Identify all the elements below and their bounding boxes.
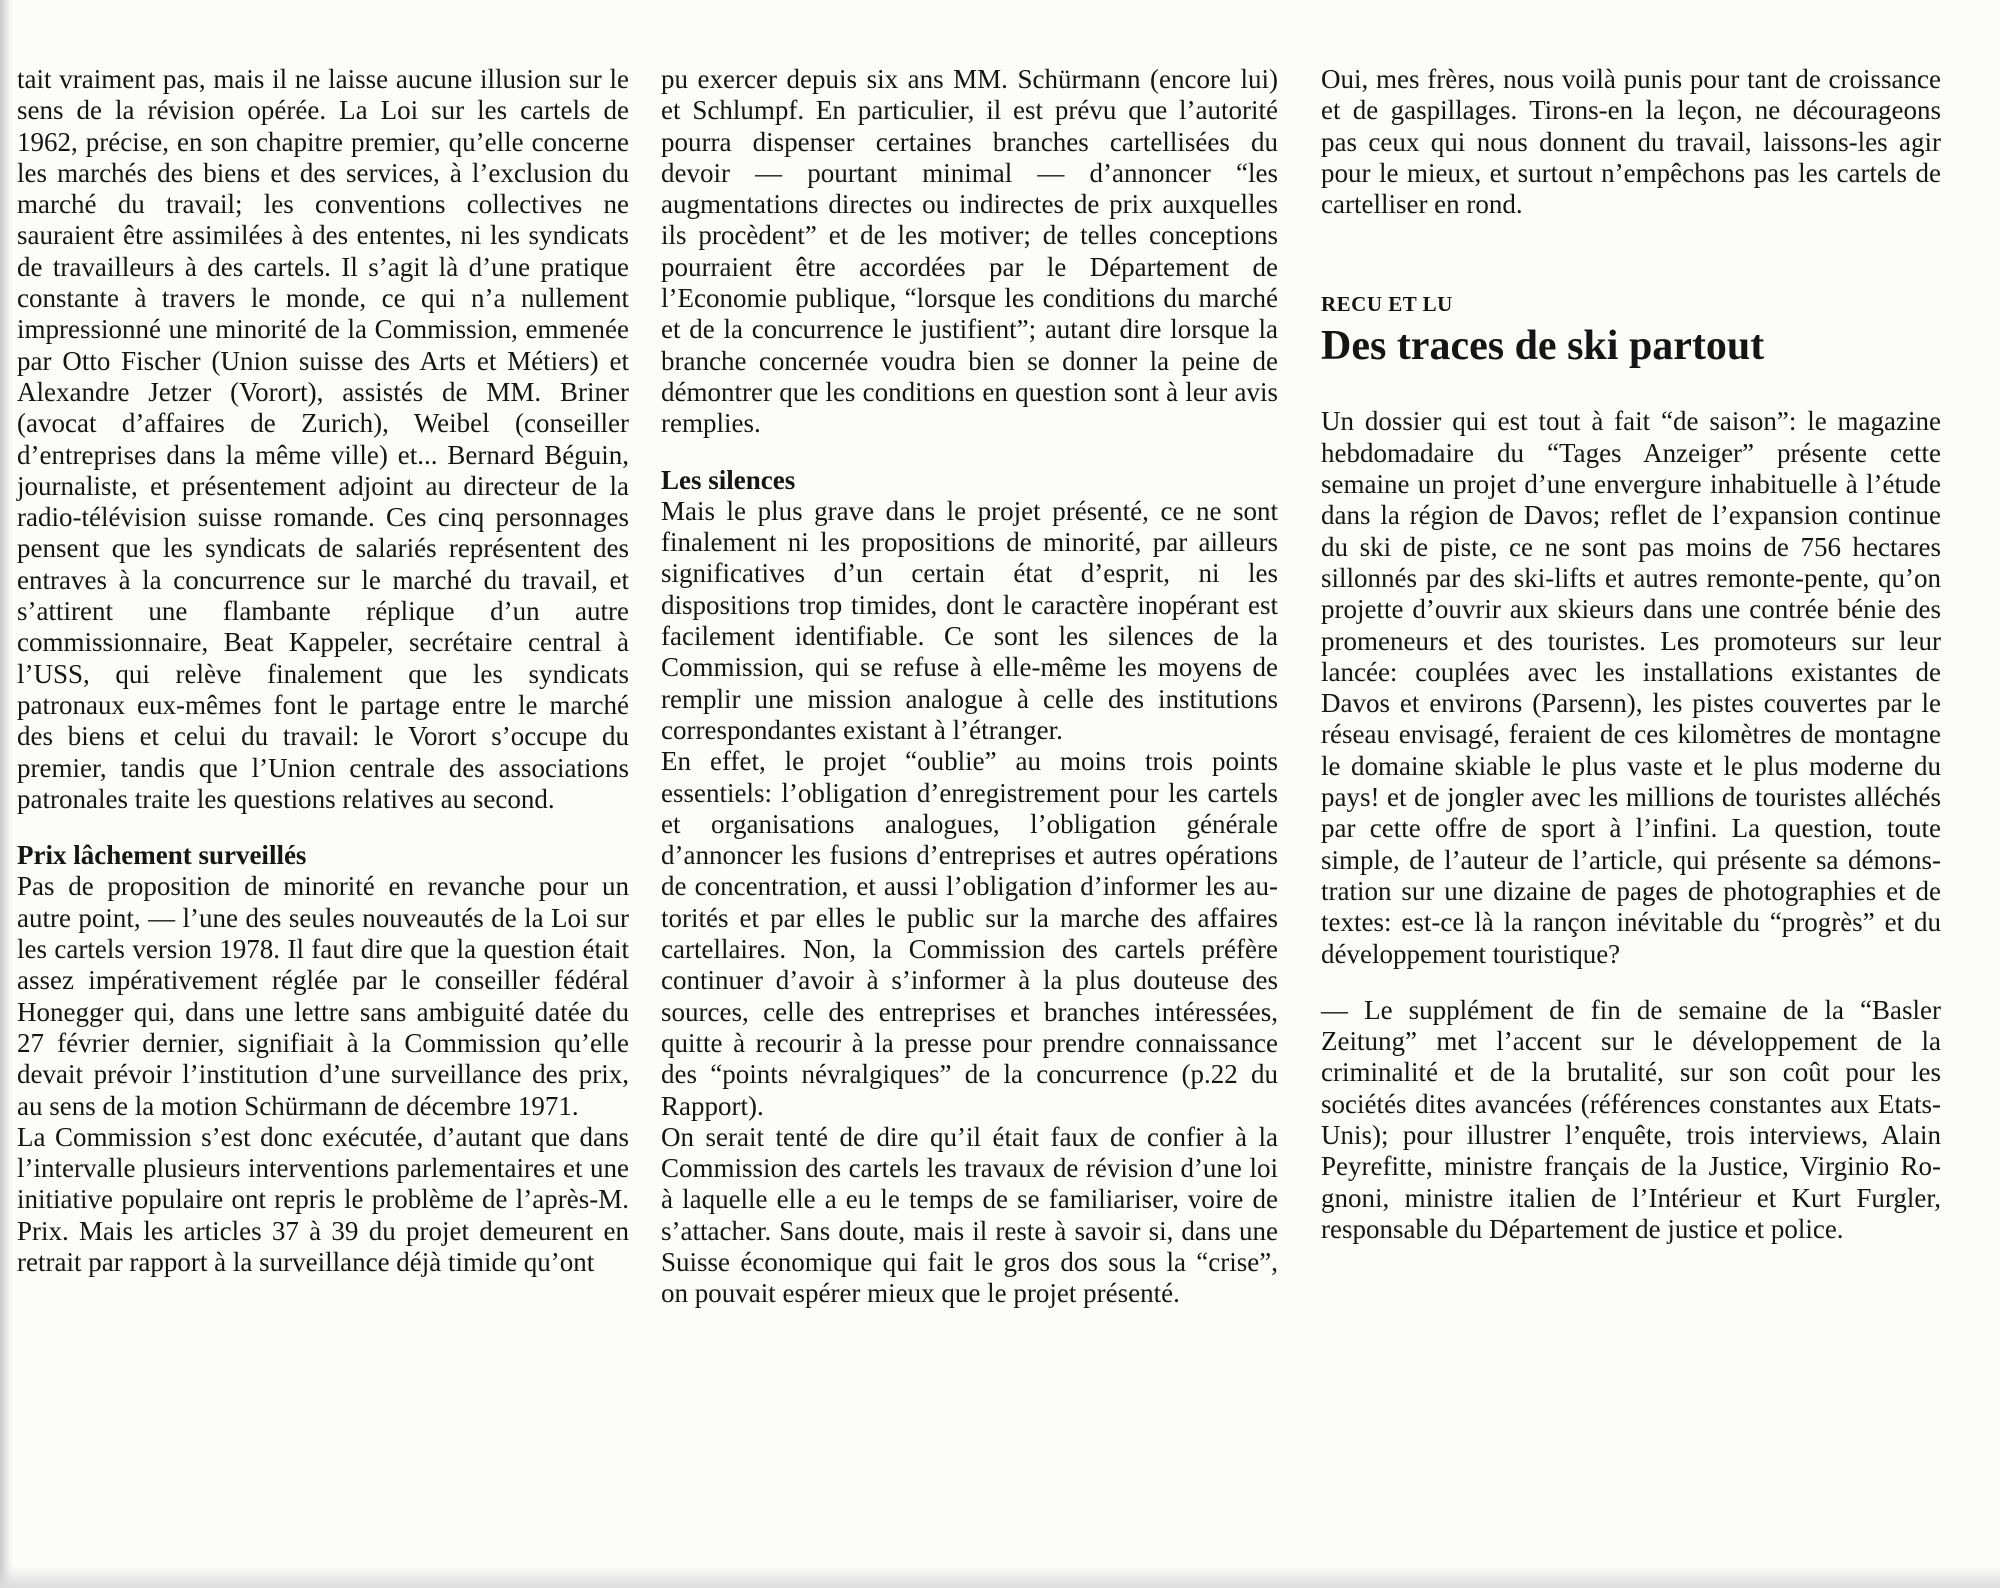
paragraph: pu exercer depuis six ans MM. Schürmann (encore lui) et Schlumpf. En particulier, il est prévu que l’autorité pourra dispenser certaines branches cartellisées du devoir — pourtant minimal — d’annoncer “les augmentations directes ou indirectes de prix auxquelles ils procèdent” et de les motiver; de telles conceptions pourraient être accordées par le Département de l’Economie publique, “lorsque les conditions du marché et de la concurrence le justifient”; autant dire lorsque la branche concernée voudra bien se donner la peine de démontrer que les conditions en question sont à leur avis remplies.	[661, 64, 1278, 439]
page-bottom-shadow	[0, 1566, 2000, 1588]
paragraph: tait vraiment pas, mais il ne laisse aucune illusion sur le sens de la révision opérée. La Loi sur les cartels de 1962, précise, en son chapitre premier, qu’elle concerne les marchés des biens et des services, à l’exclusion du marché du travail; les conventions collectives ne sauraient être assimilées à des ententes, ni les syndicats de travailleurs à des cartels. Il s’agit là d’une pratique constante à travers le monde, ce qui n’a nullement impressionné une minorité de la Commission, emmenée par Otto Fischer (Union suisse des Arts et Métiers) et Alexandre Jetzer (Vorort), assistés de MM. Briner (avocat d’affaires de Zurich), Weibel (conseiller d’entreprises dans la même ville) et... Bernard Béguin, journaliste, et présentement adjoint au directeur de la radio-télévision suisse romande. Ces cinq personnages pensent que les syndicats de salariés représentent des entraves à la concurrence sur le marché du travail, et s’attirent une flambante réplique d’un autre commissionnaire, Beat Kappeler, secrétaire central à l’USS, qui relève finalement que les syndicats patronaux eux-mêmes font le partage entre le marché des biens et celui du travail: le Vorort s’occupe du premier, tandis que l’Union centrale des associations patronales traite les questions relatives au second.	[17, 64, 629, 814]
subheading: Prix lâchement surveillés	[17, 840, 307, 871]
text-column-3	[1321, 64, 1941, 1245]
page-edge-shadow	[0, 0, 14, 1588]
text-column-1	[17, 64, 629, 1278]
text-column-2	[661, 64, 1278, 1310]
paragraph: Mais le plus grave dans le projet présenté, ce ne sont finalement ni les propositions de minorité, par ailleurs significatives d’un certain état d’esprit, ni les dispositions trop timides, dont le caractère inopérant est facilement identifiable. Ce sont les silences de la Commission, qui se refuse à elle-même les moyens de remplir une mission analogue à celle des institutions correspondantes existant à l’étranger.	[661, 495, 1278, 745]
section-kicker: RECU ET LU	[1321, 292, 1453, 317]
paragraph: — Le supplément de fin de semaine de la “Basler Zeitung” met l’accent sur le développement de la criminalité et de la brutalité, sur son coût pour les sociétés dites avancées (références constantes aux Etats-Unis); pour illustrer l’enquête, trois interviews, Alain Peyrefitte, ministre français de la Justice, Virginio Rognoni, ministre italien de l’Intérieur et Kurt Furgler, responsable du Département de justice et police.	[1321, 994, 1941, 1244]
paragraph: La Commission s’est donc exécutée, d’autant que dans l’intervalle plusieurs interventions parlementaires et une initiative populaire ont repris le problème de l’après-M. Prix. Mais les articles 37 à 39 du projet demeurent en retrait par rapport à la surveillance déjà timide qu’ont	[17, 1121, 629, 1277]
subheading: Les silences	[661, 464, 796, 495]
paragraph: On serait tenté de dire qu’il était faux de confier à la Commission des cartels les travaux de révision d’une loi à laquelle elle a eu le temps de se familiariser, voire de s’attacher. Sans doute, mais il reste à savoir si, dans une Suisse économique qui fait le gros dos sous la “crise”, on pouvait espérer mieux que le projet présenté.	[661, 1121, 1278, 1309]
article-headline: Des traces de ski partout	[1321, 323, 1765, 370]
paragraph: Pas de proposition de minorité en revanche pour un autre point, — l’une des seules nouveautés de la Loi sur les cartels version 1978. Il faut dire que la question était assez impérativement réglée par le conseiller fédéral Honegger qui, dans une lettre sans ambiguité datée du 27 février dernier, signifiait à la Commission qu’elle devait prévoir l’institution d’une surveillance des prix, au sens de la motion Schürmann de décembre 1971.	[17, 871, 629, 1121]
paragraph: Oui, mes frères, nous voilà punis pour tant de croissance et de gaspillages. Tirons-en la leçon, ne décourageons pas ceux qui nous donnent du travail, laissons-les agir pour le mieux, et surtout n’empêchons pas les cartels de cartelliser en rond.	[1321, 64, 1941, 220]
paragraph: En effet, le projet “oublie” au moins trois points essentiels: l’obligation d’enregistrement pour les cartels et organisations analogues, l’obligation générale d’annoncer les fusions d’entreprises et autres opérations de concentration, et aussi l’obligation d’informer les autorités et par elles le public sur la marche des affaires cartellaires. Non, la Commission des cartels préfère continuer d’avoir à s’informer à la plus douteuse des sources, celle des entreprises et branches intéressées, quitte à recourir à la presse pour prendre connaissance des “points névralgiques” de la concurrence (p.22 du Rapport).	[661, 746, 1278, 1121]
paragraph: Un dossier qui est tout à fait “de saison”: le magazine hebdomadaire du “Tages Anzeiger” présente cette semaine un projet d’une envergure inhabituelle à l’étude dans la région de Davos; reflet de l’expansion continue du ski de piste, ce ne sont pas moins de 756 hectares sillonnés par des ski-lifts et autres remonte-pente, qu’on projette d’ouvrir aux skieurs dans une contrée bénie des promeneurs et des touristes. Les promoteurs sur leur lancée: couplées avec les installations existantes de Davos et environs (Parsenn), les pistes couvertes par le réseau envisagé, feraient de ces kilomètres de montagne le domaine skiable le plus vaste et le plus moderne du pays! et de jongler avec les millions de touristes alléchés par cette offre de sport à l’infini. La question, toute simple, de l’auteur de l’article, qui présente sa démonstration sur une dizaine de pages de photographies et de textes: est-ce là la rançon inévitable du “progrès” et du développement touristique?	[1321, 406, 1941, 969]
